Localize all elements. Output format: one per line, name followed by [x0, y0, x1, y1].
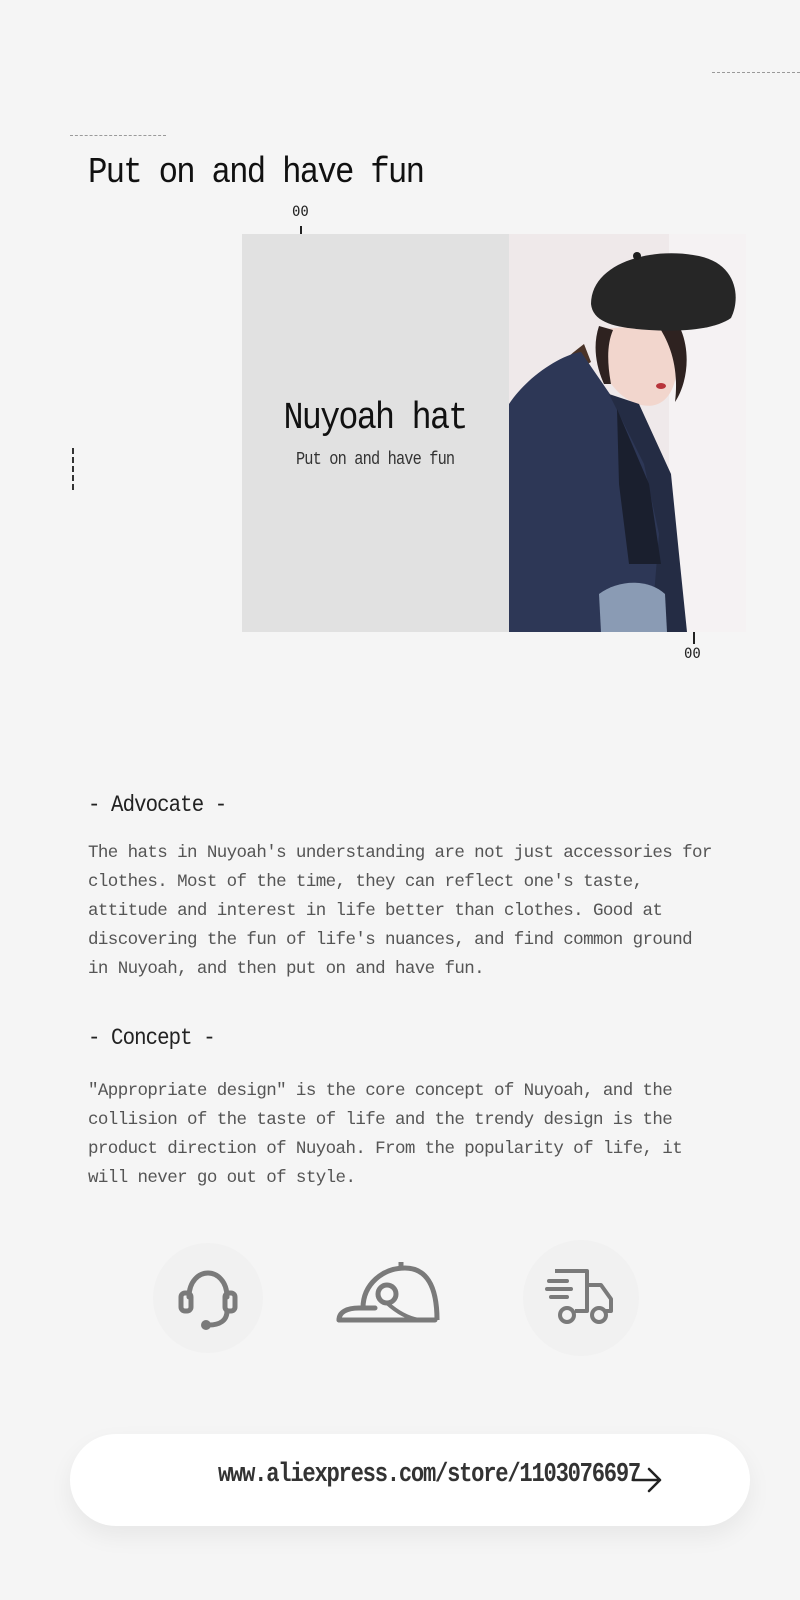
top-left-dashed-line [70, 135, 166, 136]
advocate-title: - Advocate - [88, 792, 227, 818]
hero-photo [509, 234, 746, 632]
concept-body: "Appropriate design" is the core concept of Nuyoah, and the collision of the taste of life and the trendy design is the product direction of Nuyoah. From the popularity of life, it will never go out of style. [88, 1081, 683, 1188]
concept-title: - Concept - [88, 1025, 215, 1051]
hero-brand-name: Nuyoah hat [283, 396, 468, 440]
store-url[interactable]: www.aliexpress.com/store/1103076697 [218, 1460, 640, 1490]
left-dashed-line [72, 448, 74, 490]
woman-wearing-beret-image [509, 234, 746, 632]
store-link-button[interactable] [70, 1434, 750, 1526]
delivery-truck-icon [545, 1267, 617, 1329]
delivery-feature [523, 1240, 639, 1356]
bottom-marker: 00 [684, 646, 701, 662]
headset-feature [153, 1243, 263, 1353]
advocate-body: The hats in Nuyoah's understanding are not just accessories for clothes. Most of the time, they can reflect one's taste, attitude and interest in life better than clothes. Good at discovering the fun of life's nuances, and find common ground in Nuyoah, and then put on and have fun. [88, 843, 712, 979]
bottom-marker-tick [693, 632, 695, 644]
cap-feature [335, 1262, 445, 1328]
delivery-icon-circle [523, 1240, 639, 1356]
arrow-right-icon[interactable] [630, 1464, 664, 1496]
top-right-dashed-line [712, 72, 800, 73]
top-marker: 00 [292, 204, 309, 220]
headset-icon-circle [153, 1243, 263, 1353]
cap-icon [335, 1262, 445, 1328]
hero-tagline: Put on and have fun [296, 449, 455, 470]
page-headline: Put on and have fun [88, 152, 424, 193]
headset-icon [173, 1265, 243, 1331]
hero-banner [242, 234, 746, 632]
hero-text-card [242, 234, 509, 632]
